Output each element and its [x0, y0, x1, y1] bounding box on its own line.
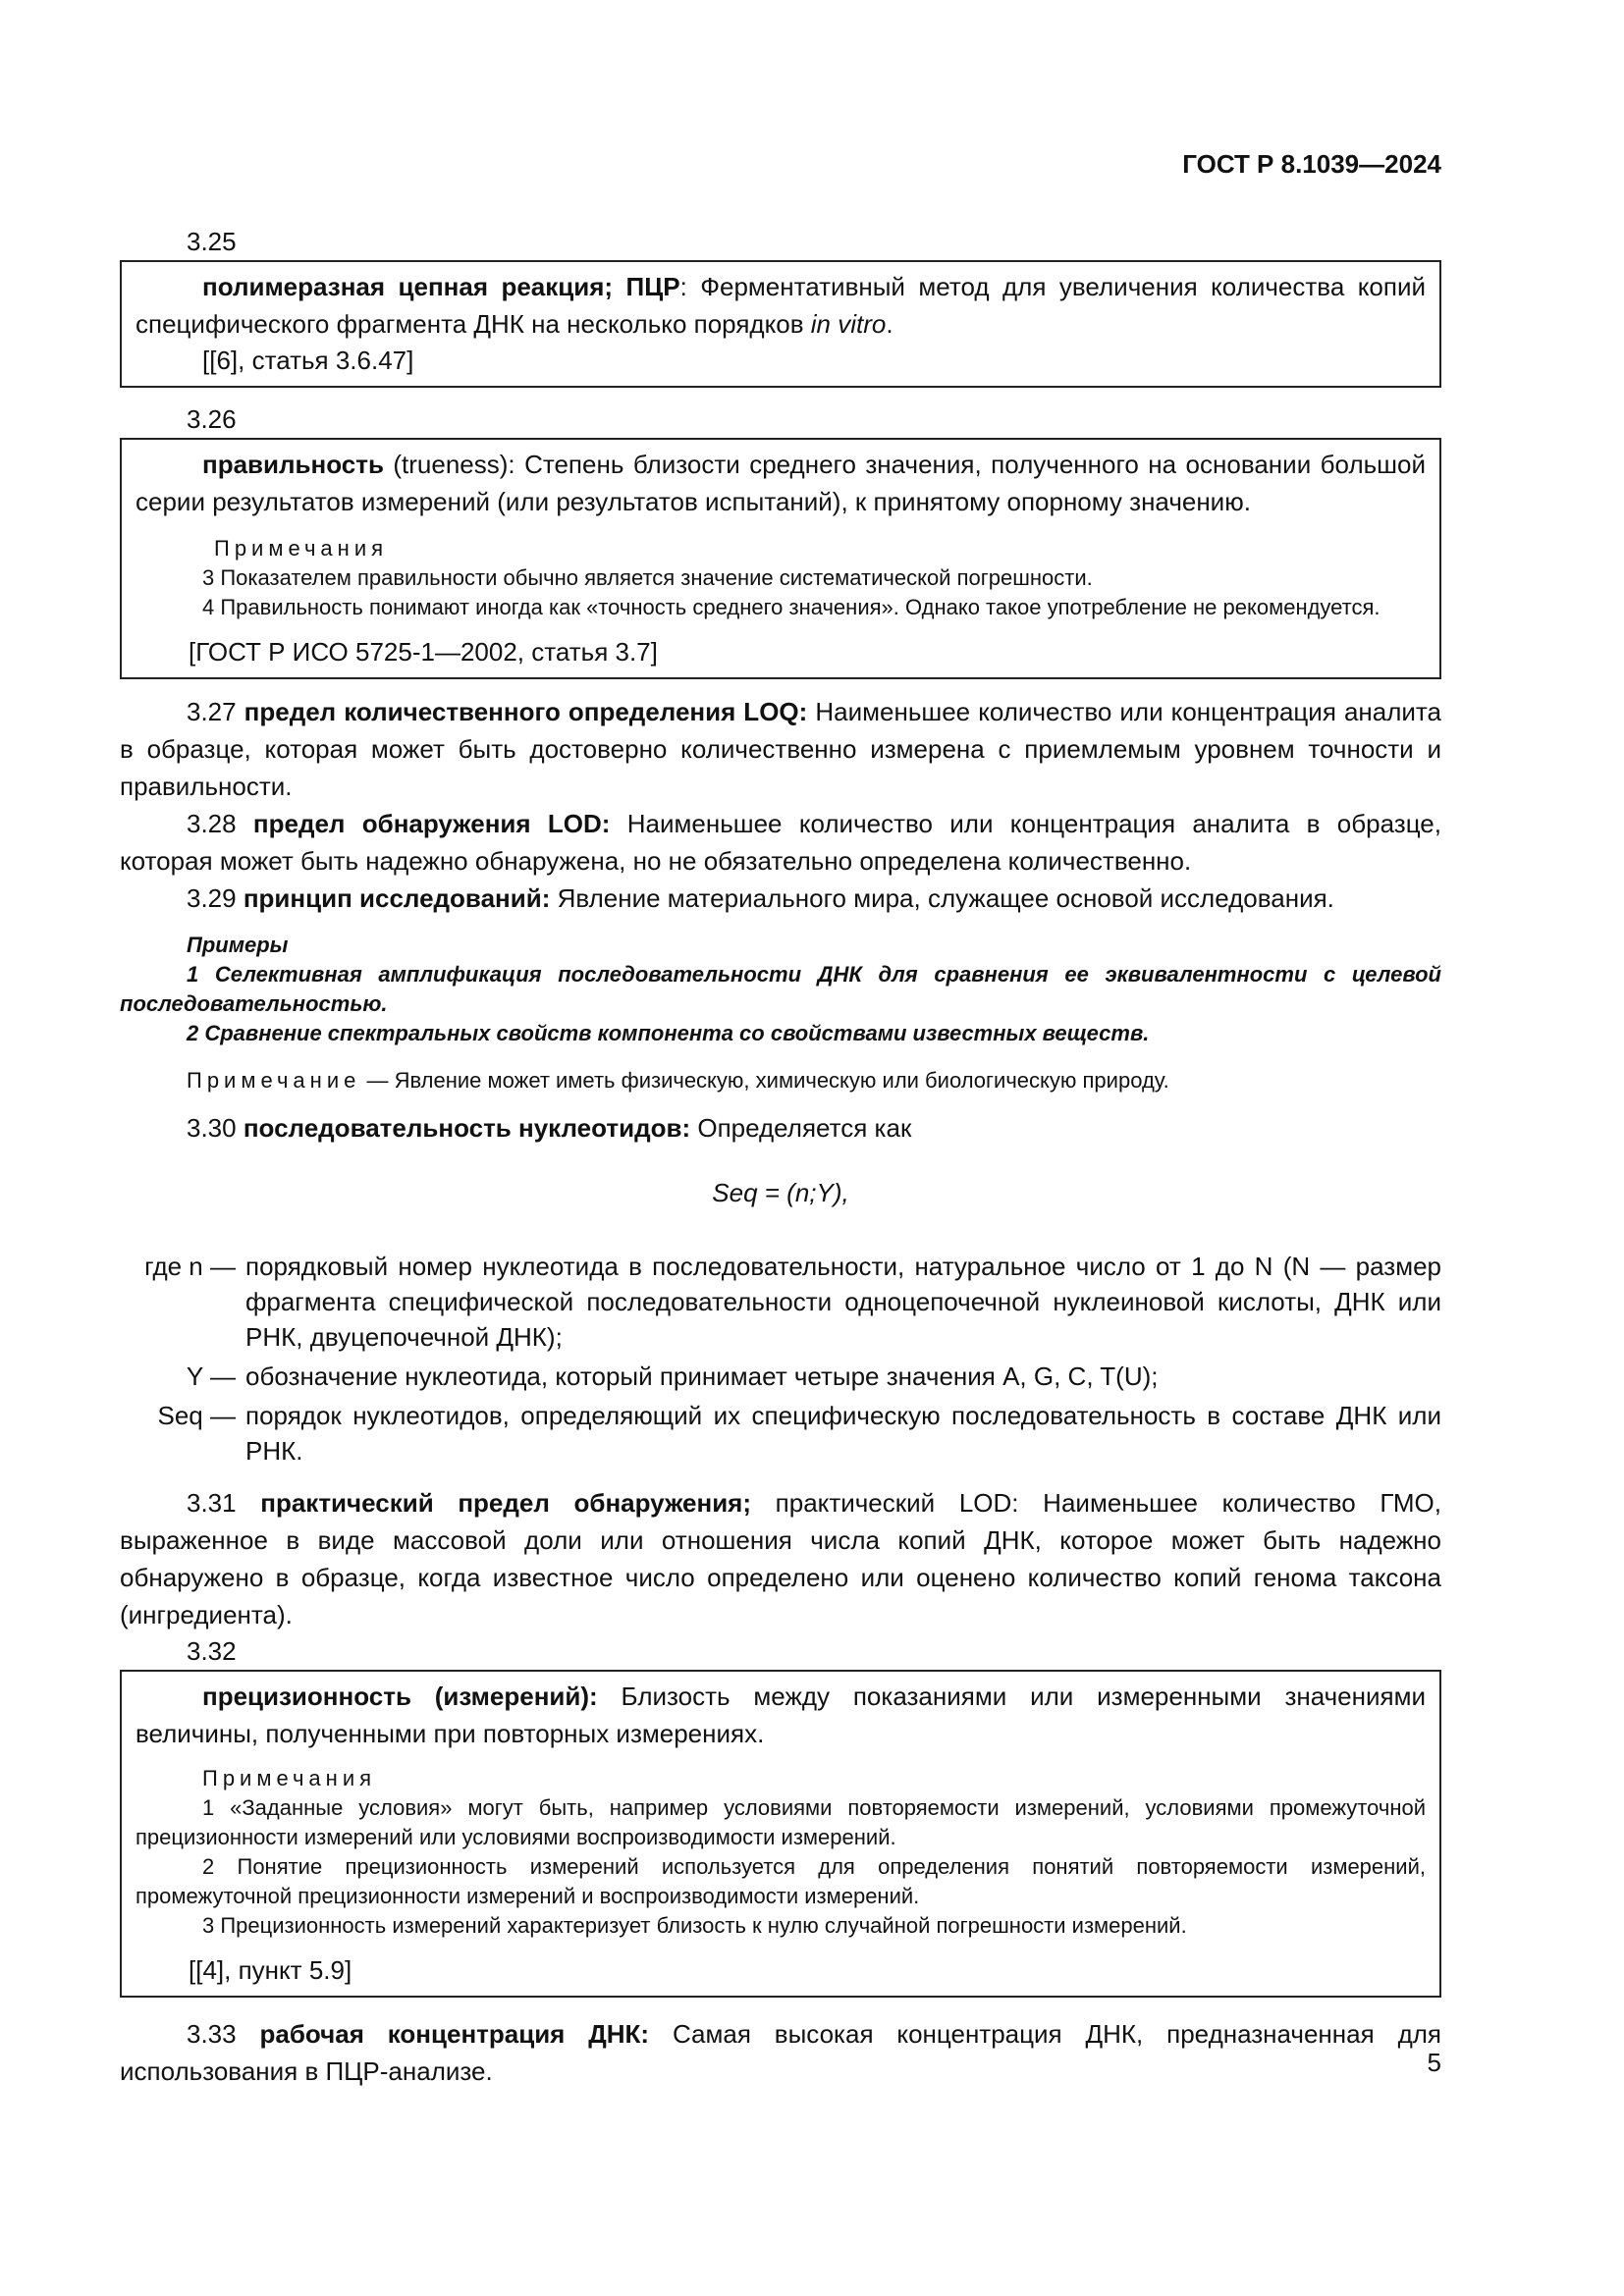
example-2: 2 Сравнение спектральных свойств компонента со свойствами известных веществ. [187, 1021, 1150, 1045]
entry-3-33: 3.33 рабочая концентрация ДНК: Самая высокая концентрация ДНК, предназначенная для использования в ПЦР-анализе. [120, 2019, 1441, 2086]
note-1: 1 «Заданные условия» могут быть, например условиями повторяемости измерений, условиями промежуточной прецизионности измерений или условиями воспроизводимости измерений. [135, 1795, 1426, 1849]
note-3: 3 Показателем правильности обычно является значение систематической погрешности. [202, 565, 1093, 590]
note-2: 2 Понятие прецизионность измерений используется для определения понятий повторяемости измерений, промежуточной прецизионности измерений и воспроизводимости измерений. [135, 1854, 1426, 1908]
note-4: 4 Правильность понимают иногда как «точность среднего значения». Однако такое употребление не рекомендуется. [202, 595, 1380, 619]
entry-3-28: 3.28 предел обнаружения LOD: Наименьшее количество или концентрация аналита в образце, которая может быть надежно обнаружена, но не обязательно определена количественно. [120, 809, 1441, 876]
entry-number: 3.32 [187, 1636, 237, 1666]
definition-box-3-25 [120, 260, 1441, 388]
note-3: 3 Прецизионность измерений характеризует близость к нулю случайной погрешности измерений. [202, 1913, 1187, 1938]
source-reference: [[6], статья 3.6.47] [202, 346, 414, 375]
definition-text: прецизионность (измерений): Близость между показаниями или измеренными значениями величины, полученными при повторных измерениях. [135, 1682, 1427, 1748]
definition-text: правильность (trueness): Степень близости среднего значения, полученного на основании большой серии результатов измерений (или результатов испытаний), к принятому опорному значению. [135, 450, 1426, 516]
entry-number: 3.25 [187, 227, 237, 256]
entry-number: 3.26 [187, 404, 237, 434]
example-1: 1 Селективная амплификация последовательности ДНК для сравнения ее эквивалентности с целевой последовательностью. [120, 962, 1441, 1016]
notes-heading: Примечания [202, 1766, 377, 1790]
document-header: ГОСТ Р 8.1039—2024 [1182, 149, 1441, 179]
term: полимеразная цепная реакция; ПЦР [202, 272, 680, 301]
term: правильность [202, 450, 384, 479]
entry-3-30: 3.30 последовательность нуклеотидов: Определяется как [187, 1113, 912, 1143]
where-n: где n — порядковый номер нуклеотида в последовательности, натуральное число от 1 до N (N — размер фрагмента специфической последовательности одноцепочечной нуклеиновой кислоты, ДНК или РНК, двуцепочечной ДНК); [144, 1252, 1441, 1352]
definition-text: полимеразная цепная реакция; ПЦР: Ферментативный метод для увеличения количества копий специфического фрагмента ДНК на несколько порядков in vitro. [135, 272, 1426, 339]
source-reference: [ГОСТ Р ИСО 5725-1—2002, статья 3.7] [189, 637, 658, 667]
page-number: 5 [1427, 2048, 1441, 2077]
source-reference: [[4], пункт 5.9] [189, 1955, 352, 1985]
notes-heading: Примечания [214, 536, 389, 561]
where-seq: Seq — порядок нуклеотидов, определяющий их специфическую последовательность в составе ДНК или РНК. [157, 1401, 1441, 1466]
formula: Seq = (n;Y), [712, 1178, 849, 1207]
where-y: Y — обозначение нуклеотида, который принимает четыре значения A, G, C, T(U); [186, 1362, 1159, 1391]
term: прецизионность (измерений): [202, 1682, 598, 1711]
definition-box-3-26 [120, 438, 1441, 679]
entry-3-29: 3.29 принцип исследований: Явление материального мира, служащее основой исследования. [187, 883, 1334, 913]
note: Примечание — Явление может иметь физическую, химическую или биологическую природу. [187, 1068, 1169, 1093]
document-body [120, 224, 1441, 2090]
entry-3-27: 3.27 предел количественного определения LOQ: Наименьшее количество или концентрация аналита в образце, которая может быть достоверно количественно измерена с приемлемым уровнем точности и правильности. [120, 697, 1441, 801]
definition-box-3-32 [120, 1670, 1441, 1998]
examples-heading: Примеры [187, 933, 289, 957]
entry-3-31: 3.31 практический предел обнаружения; практический LOD: Наименьшее количество ГМО, выраженное в виде массовой доли или отношения числа копий ДНК, которое может быть надежно обнаружено в образце, когда известное число определено или оценено количество копий генома таксона (ингредиента). [120, 1488, 1441, 1629]
